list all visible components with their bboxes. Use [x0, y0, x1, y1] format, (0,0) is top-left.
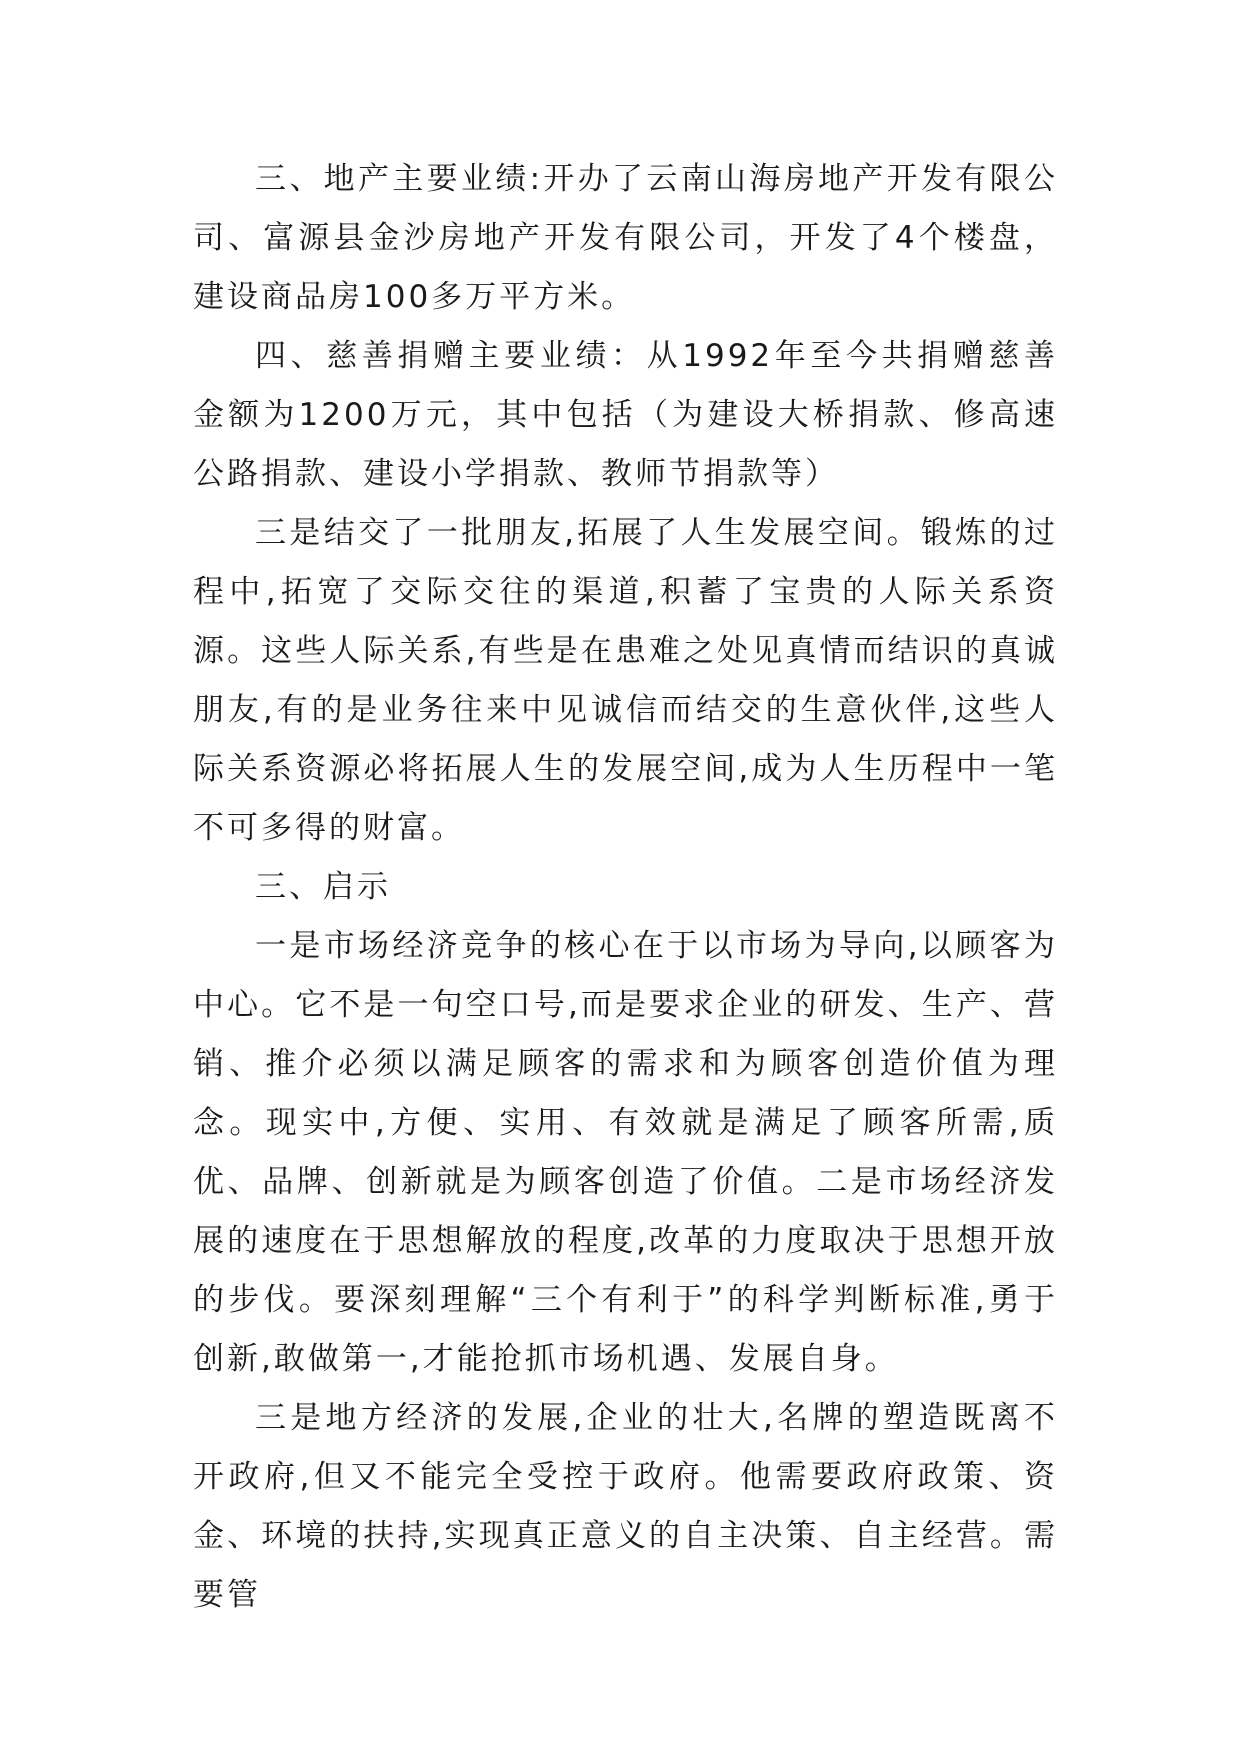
- paragraph-real-estate-achievements: 三、地产主要业绩:开办了云南山海房地产开发有限公司、富源县金沙房地产开发有限公司，开发了4个楼盘，建设商品房100多万平方米。: [193, 161, 1058, 315]
- section-heading-insights: 三、启示: [255, 869, 391, 905]
- paragraph-friendships: 三是结交了一批朋友,拓展了人生发展空间。锻炼的过程中,拓宽了交际交往的渠道,积蓄了宝贵的人际关系资源。这些人际关系,有些是在患难之处见真情而结识的真诚朋友,有的是业务往来中见诚信而结交的生意伙伴,这些人际关系资源必将拓展人生的发展空间,成为人生历程中一笔不可多得的财富。: [193, 515, 1058, 846]
- paragraph-charity-donations: 四、慈善捐赠主要业绩：从1992年至今共捐赠慈善金额为1200万元，其中包括（为建设大桥捐款、修高速公路捐款、建设小学捐款、教师节捐款等）: [193, 338, 1058, 492]
- paragraph-local-economy: 三是地方经济的发展,企业的壮大,名牌的塑造既离不开政府,但又不能完全受控于政府。他需要政府政策、资金、环境的扶持,实现真正意义的自主决策、自主经营。需要管: [193, 1400, 1058, 1613]
- paragraph-market-economy: 一是市场经济竞争的核心在于以市场为导向,以顾客为中心。它不是一句空口号,而是要求企业的研发、生产、营销、推介必须以满足顾客的需求和为顾客创造价值为理念。现实中,方便、实用、有效就是满足了顾客所需,质优、品牌、创新就是为顾客创造了价值。二是市场经济发展的速度在于思想解放的程度,改革的力度取决于思想开放的步伐。要深刻理解“三个有利于”的科学判断标准,勇于创新,敢做第一,才能抢抓市场机遇、发展自身。: [193, 928, 1058, 1377]
- document-body: [193, 150, 1058, 1625]
